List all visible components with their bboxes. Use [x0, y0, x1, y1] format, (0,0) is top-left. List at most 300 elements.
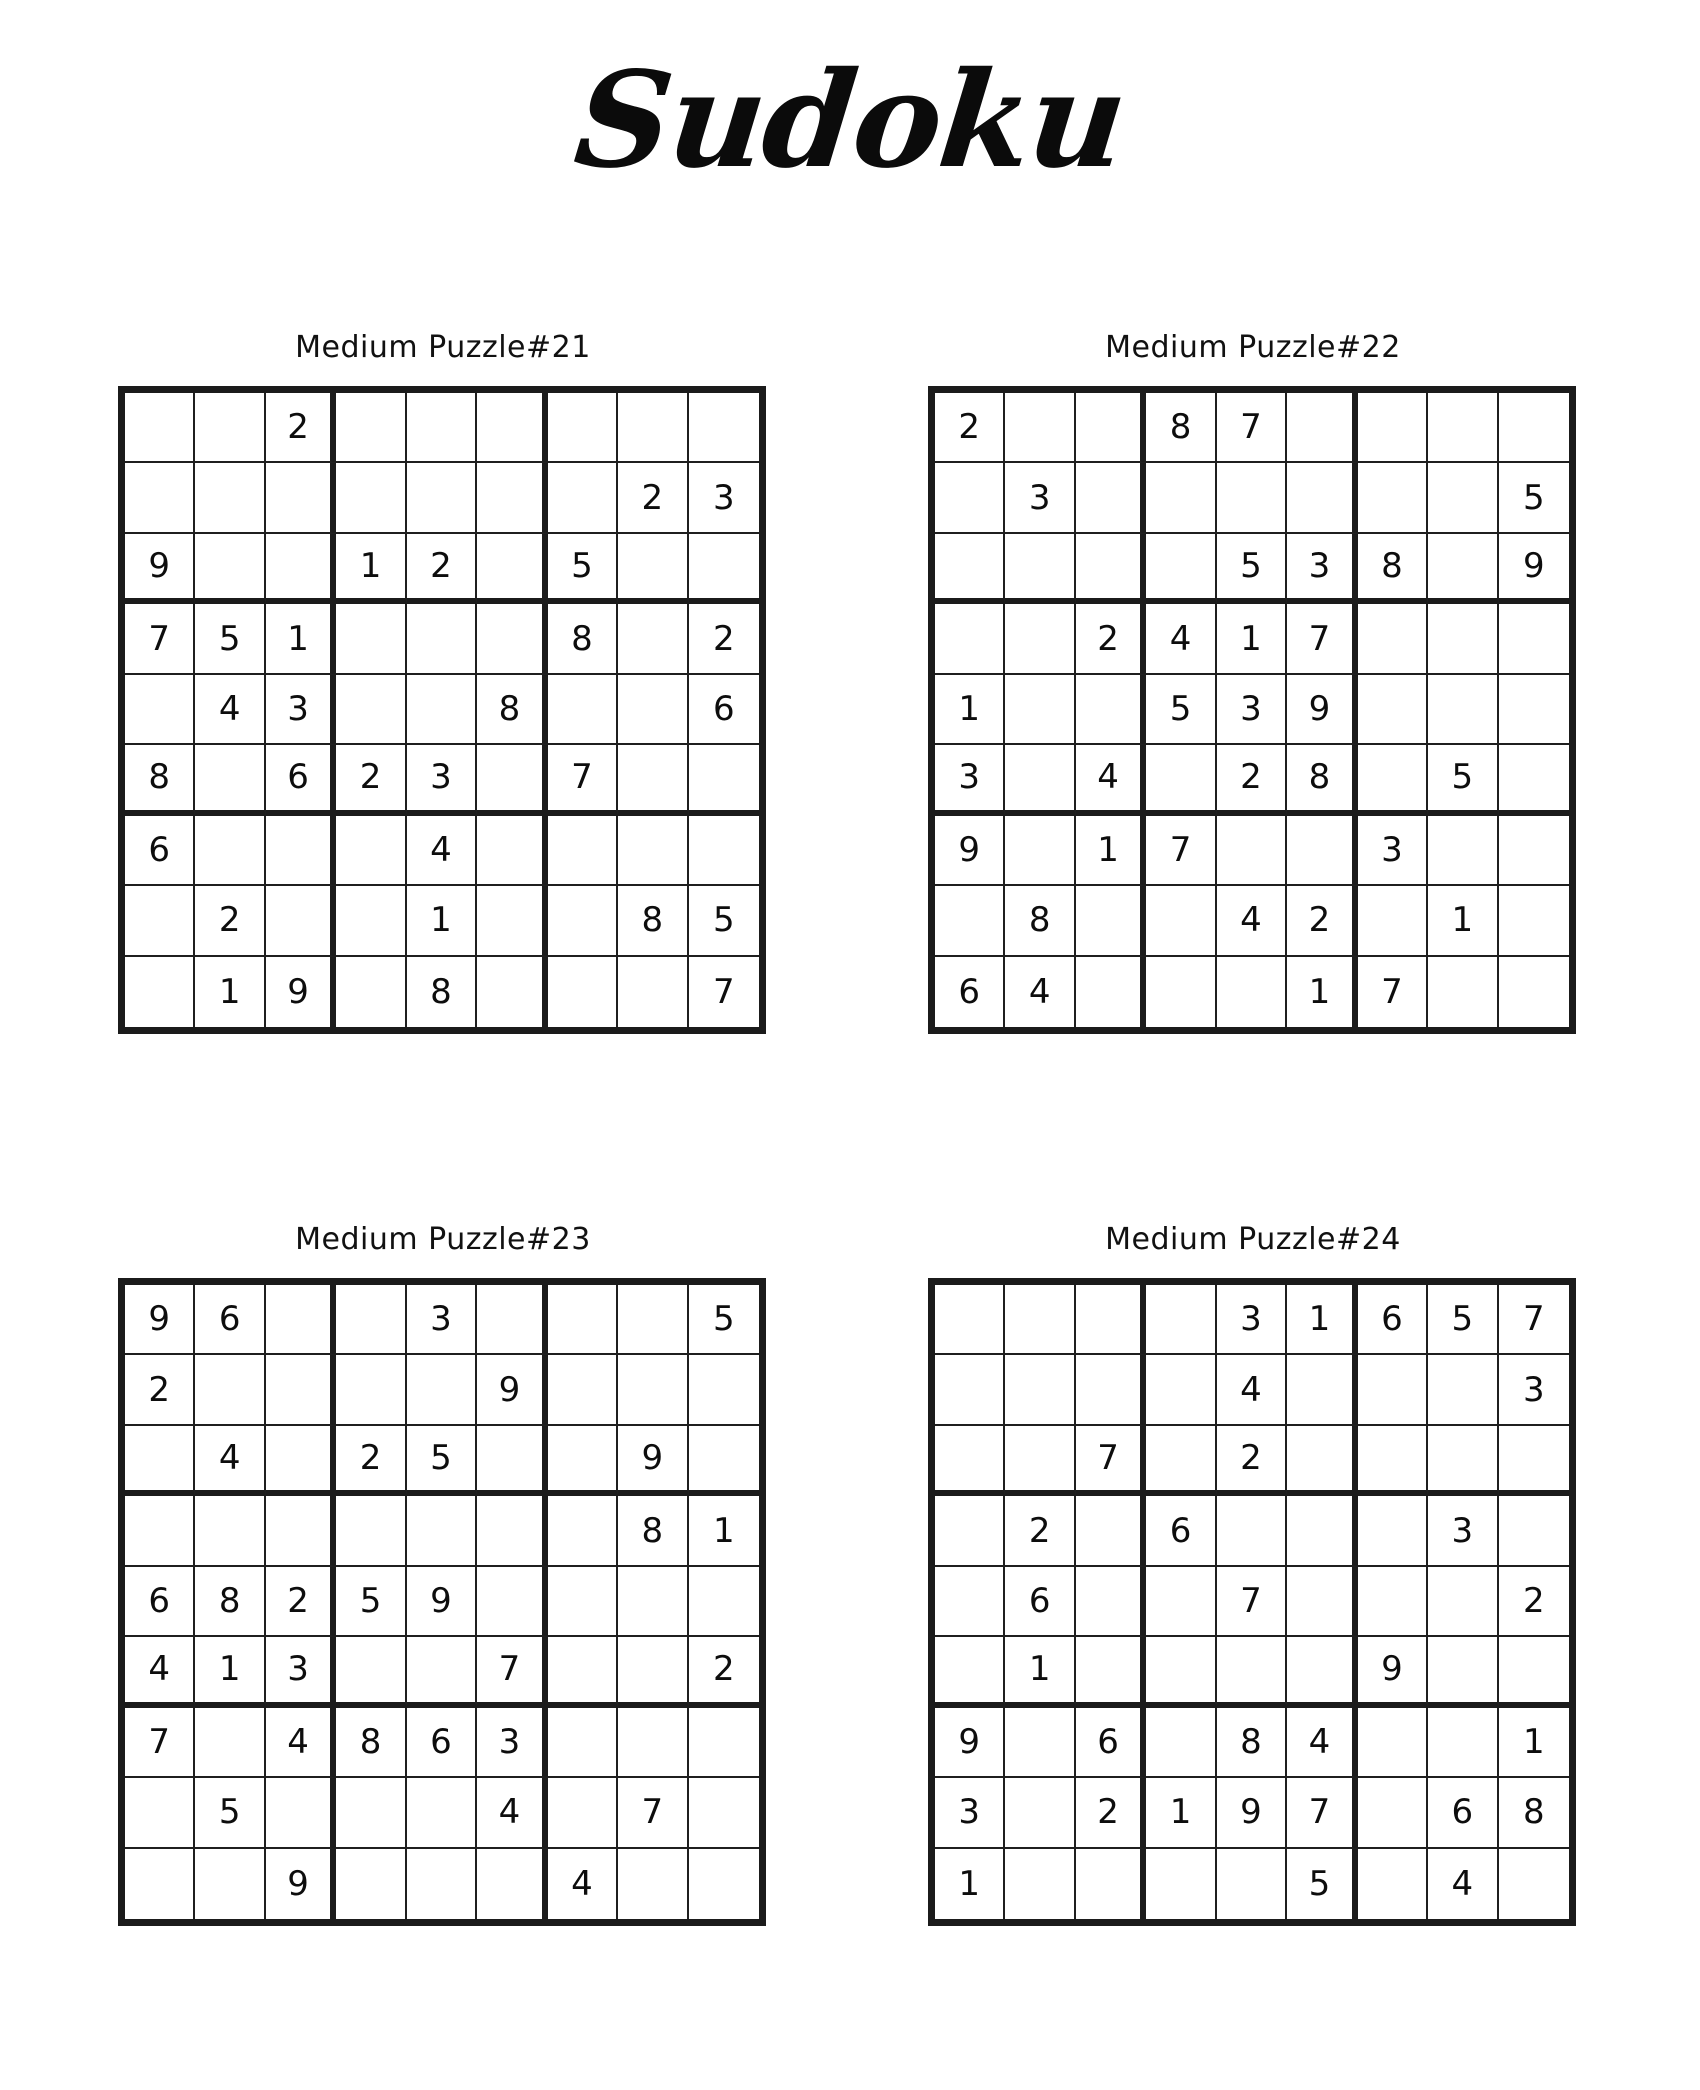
sudoku-cell[interactable]: [1005, 816, 1075, 886]
sudoku-cell[interactable]: 7: [1217, 1567, 1287, 1637]
sudoku-cell[interactable]: [1358, 1496, 1428, 1566]
sudoku-cell[interactable]: 2: [1287, 886, 1357, 956]
sudoku-cell[interactable]: [1287, 1567, 1357, 1637]
sudoku-cell[interactable]: 2: [266, 393, 336, 463]
sudoku-cell[interactable]: 6: [266, 745, 336, 815]
sudoku-cell[interactable]: [618, 816, 688, 886]
sudoku-cell[interactable]: [1005, 1708, 1075, 1778]
sudoku-cell[interactable]: [1358, 1567, 1428, 1637]
sudoku-cell[interactable]: 3: [1005, 463, 1075, 533]
sudoku-cell[interactable]: [1428, 463, 1498, 533]
sudoku-cell[interactable]: [548, 393, 618, 463]
sudoku-cell[interactable]: [1428, 1708, 1498, 1778]
sudoku-cell[interactable]: 7: [125, 604, 195, 674]
sudoku-cell[interactable]: [1005, 1778, 1075, 1848]
sudoku-cell[interactable]: 7: [1287, 1778, 1357, 1848]
sudoku-cell[interactable]: 8: [1005, 886, 1075, 956]
sudoku-cell[interactable]: 4: [1217, 1355, 1287, 1425]
sudoku-cell[interactable]: 4: [407, 816, 477, 886]
sudoku-cell[interactable]: 3: [266, 675, 336, 745]
sudoku-cell[interactable]: 8: [548, 604, 618, 674]
sudoku-cell[interactable]: [1428, 816, 1498, 886]
sudoku-cell[interactable]: [477, 886, 547, 956]
sudoku-cell[interactable]: [689, 1778, 759, 1848]
sudoku-cell[interactable]: [336, 1496, 406, 1566]
sudoku-cell[interactable]: 1: [336, 534, 406, 604]
sudoku-cell[interactable]: [266, 1778, 336, 1848]
sudoku-cell[interactable]: [618, 1637, 688, 1707]
sudoku-cell[interactable]: [935, 1496, 1005, 1566]
sudoku-cell[interactable]: [1076, 675, 1146, 745]
sudoku-cell[interactable]: [935, 463, 1005, 533]
sudoku-cell[interactable]: 2: [266, 1567, 336, 1637]
sudoku-cell[interactable]: [1428, 393, 1498, 463]
sudoku-cell[interactable]: [618, 1285, 688, 1355]
sudoku-cell[interactable]: [336, 675, 406, 745]
sudoku-cell[interactable]: [1499, 1849, 1569, 1919]
sudoku-cell[interactable]: 9: [125, 534, 195, 604]
sudoku-cell[interactable]: 1: [266, 604, 336, 674]
sudoku-cell[interactable]: [689, 1849, 759, 1919]
sudoku-cell[interactable]: [477, 534, 547, 604]
sudoku-cell[interactable]: [1287, 1355, 1357, 1425]
sudoku-cell[interactable]: [195, 534, 265, 604]
sudoku-cell[interactable]: [618, 745, 688, 815]
sudoku-cell[interactable]: [548, 463, 618, 533]
sudoku-cell[interactable]: 6: [1005, 1567, 1075, 1637]
sudoku-cell[interactable]: [125, 675, 195, 745]
sudoku-cell[interactable]: 8: [1499, 1778, 1569, 1848]
sudoku-cell[interactable]: 6: [125, 816, 195, 886]
sudoku-cell[interactable]: [689, 1567, 759, 1637]
sudoku-cell[interactable]: 6: [935, 957, 1005, 1027]
sudoku-cell[interactable]: [1428, 957, 1498, 1027]
sudoku-cell[interactable]: [548, 675, 618, 745]
sudoku-cell[interactable]: [1217, 957, 1287, 1027]
sudoku-cell[interactable]: 9: [1217, 1778, 1287, 1848]
sudoku-cell[interactable]: 8: [407, 957, 477, 1027]
sudoku-cell[interactable]: [407, 1355, 477, 1425]
sudoku-cell[interactable]: 1: [1005, 1637, 1075, 1707]
sudoku-cell[interactable]: [477, 816, 547, 886]
sudoku-cell[interactable]: 8: [618, 886, 688, 956]
sudoku-cell[interactable]: [125, 1426, 195, 1496]
sudoku-cell[interactable]: 1: [1076, 816, 1146, 886]
sudoku-cell[interactable]: [477, 604, 547, 674]
sudoku-cell[interactable]: 2: [1005, 1496, 1075, 1566]
sudoku-cell[interactable]: [195, 745, 265, 815]
sudoku-cell[interactable]: 5: [689, 1285, 759, 1355]
sudoku-cell[interactable]: [618, 1849, 688, 1919]
sudoku-cell[interactable]: [1076, 534, 1146, 604]
sudoku-cell[interactable]: 3: [1217, 1285, 1287, 1355]
sudoku-cell[interactable]: [548, 1285, 618, 1355]
sudoku-cell[interactable]: [1358, 675, 1428, 745]
sudoku-cell[interactable]: [1005, 604, 1075, 674]
sudoku-cell[interactable]: [935, 1285, 1005, 1355]
sudoku-cell[interactable]: [407, 393, 477, 463]
sudoku-cell[interactable]: [407, 1849, 477, 1919]
sudoku-cell[interactable]: [1358, 463, 1428, 533]
sudoku-cell[interactable]: [1076, 1849, 1146, 1919]
sudoku-cell[interactable]: [336, 816, 406, 886]
sudoku-cell[interactable]: 5: [1428, 1285, 1498, 1355]
sudoku-cell[interactable]: [336, 1285, 406, 1355]
sudoku-cell[interactable]: 4: [195, 1426, 265, 1496]
sudoku-cell[interactable]: 9: [618, 1426, 688, 1496]
sudoku-cell[interactable]: [935, 1355, 1005, 1425]
sudoku-cell[interactable]: [1146, 957, 1216, 1027]
sudoku-cell[interactable]: [407, 1496, 477, 1566]
sudoku-cell[interactable]: [266, 463, 336, 533]
sudoku-cell[interactable]: [1499, 745, 1569, 815]
sudoku-cell[interactable]: 8: [618, 1496, 688, 1566]
sudoku-cell[interactable]: 5: [1428, 745, 1498, 815]
sudoku-cell[interactable]: [689, 1426, 759, 1496]
sudoku-cell[interactable]: 5: [1146, 675, 1216, 745]
sudoku-cell[interactable]: 1: [1428, 886, 1498, 956]
sudoku-cell[interactable]: [125, 957, 195, 1027]
sudoku-cell[interactable]: [1499, 1426, 1569, 1496]
sudoku-cell[interactable]: 2: [1217, 745, 1287, 815]
sudoku-cell[interactable]: [336, 1355, 406, 1425]
sudoku-cell[interactable]: [336, 1849, 406, 1919]
sudoku-grid-23[interactable]: [118, 1278, 766, 1926]
sudoku-cell[interactable]: 2: [125, 1355, 195, 1425]
sudoku-cell[interactable]: 3: [935, 745, 1005, 815]
sudoku-cell[interactable]: [1287, 463, 1357, 533]
sudoku-cell[interactable]: [1358, 393, 1428, 463]
sudoku-cell[interactable]: [1428, 1426, 1498, 1496]
sudoku-cell[interactable]: [689, 393, 759, 463]
sudoku-cell[interactable]: 3: [266, 1637, 336, 1707]
sudoku-cell[interactable]: 2: [1076, 604, 1146, 674]
sudoku-cell[interactable]: 2: [689, 604, 759, 674]
sudoku-cell[interactable]: [1076, 1567, 1146, 1637]
sudoku-cell[interactable]: [935, 534, 1005, 604]
sudoku-cell[interactable]: [1499, 604, 1569, 674]
sudoku-cell[interactable]: [1358, 1778, 1428, 1848]
sudoku-cell[interactable]: 3: [477, 1708, 547, 1778]
sudoku-cell[interactable]: [336, 957, 406, 1027]
sudoku-cell[interactable]: [336, 463, 406, 533]
sudoku-cell[interactable]: [1287, 1496, 1357, 1566]
sudoku-cell[interactable]: 3: [689, 463, 759, 533]
sudoku-cell[interactable]: [548, 1567, 618, 1637]
sudoku-cell[interactable]: [935, 1637, 1005, 1707]
sudoku-cell[interactable]: [1146, 1285, 1216, 1355]
sudoku-cell[interactable]: 1: [1499, 1708, 1569, 1778]
sudoku-cell[interactable]: 9: [266, 1849, 336, 1919]
sudoku-cell[interactable]: [1076, 463, 1146, 533]
sudoku-cell[interactable]: 8: [1358, 534, 1428, 604]
sudoku-cell[interactable]: [336, 604, 406, 674]
sudoku-cell[interactable]: [266, 1496, 336, 1566]
sudoku-cell[interactable]: [1005, 393, 1075, 463]
sudoku-cell[interactable]: [548, 1496, 618, 1566]
sudoku-cell[interactable]: [935, 886, 1005, 956]
sudoku-cell[interactable]: [1005, 675, 1075, 745]
sudoku-cell[interactable]: 7: [1499, 1285, 1569, 1355]
sudoku-cell[interactable]: 8: [1146, 393, 1216, 463]
sudoku-cell[interactable]: [407, 1637, 477, 1707]
sudoku-cell[interactable]: [125, 1778, 195, 1848]
sudoku-cell[interactable]: 2: [1076, 1778, 1146, 1848]
sudoku-cell[interactable]: 4: [1428, 1849, 1498, 1919]
sudoku-cell[interactable]: [1287, 816, 1357, 886]
sudoku-cell[interactable]: 2: [1217, 1426, 1287, 1496]
sudoku-cell[interactable]: [1287, 1426, 1357, 1496]
sudoku-cell[interactable]: [1076, 957, 1146, 1027]
sudoku-cell[interactable]: 7: [1217, 393, 1287, 463]
sudoku-cell[interactable]: [1146, 1849, 1216, 1919]
sudoku-cell[interactable]: 5: [689, 886, 759, 956]
sudoku-cell[interactable]: [195, 393, 265, 463]
sudoku-cell[interactable]: [266, 534, 336, 604]
sudoku-cell[interactable]: 5: [407, 1426, 477, 1496]
sudoku-cell[interactable]: [1146, 886, 1216, 956]
sudoku-cell[interactable]: 8: [195, 1567, 265, 1637]
sudoku-cell[interactable]: [125, 393, 195, 463]
sudoku-cell[interactable]: [1005, 1285, 1075, 1355]
sudoku-cell[interactable]: 1: [1217, 604, 1287, 674]
sudoku-cell[interactable]: 4: [195, 675, 265, 745]
sudoku-cell[interactable]: 2: [195, 886, 265, 956]
sudoku-cell[interactable]: [1076, 1496, 1146, 1566]
sudoku-cell[interactable]: [477, 1285, 547, 1355]
sudoku-cell[interactable]: [1499, 675, 1569, 745]
sudoku-cell[interactable]: 4: [1287, 1708, 1357, 1778]
sudoku-cell[interactable]: 6: [1076, 1708, 1146, 1778]
sudoku-cell[interactable]: 9: [266, 957, 336, 1027]
sudoku-cell[interactable]: [1005, 534, 1075, 604]
sudoku-cell[interactable]: 2: [618, 463, 688, 533]
sudoku-cell[interactable]: 1: [407, 886, 477, 956]
sudoku-cell[interactable]: [1076, 1637, 1146, 1707]
sudoku-grid-24[interactable]: [928, 1278, 1576, 1926]
sudoku-cell[interactable]: 6: [1358, 1285, 1428, 1355]
sudoku-cell[interactable]: [548, 1637, 618, 1707]
sudoku-cell[interactable]: [1217, 1637, 1287, 1707]
sudoku-cell[interactable]: [477, 957, 547, 1027]
sudoku-cell[interactable]: [548, 886, 618, 956]
sudoku-cell[interactable]: [1499, 816, 1569, 886]
sudoku-cell[interactable]: [125, 1496, 195, 1566]
sudoku-cell[interactable]: [477, 393, 547, 463]
sudoku-cell[interactable]: [195, 1355, 265, 1425]
sudoku-cell[interactable]: [1146, 1708, 1216, 1778]
sudoku-cell[interactable]: [1499, 393, 1569, 463]
sudoku-cell[interactable]: [1146, 534, 1216, 604]
sudoku-cell[interactable]: [1499, 1496, 1569, 1566]
sudoku-cell[interactable]: [1358, 1708, 1428, 1778]
sudoku-cell[interactable]: 4: [125, 1637, 195, 1707]
sudoku-cell[interactable]: 2: [336, 745, 406, 815]
sudoku-cell[interactable]: [1287, 1637, 1357, 1707]
sudoku-cell[interactable]: [407, 1778, 477, 1848]
sudoku-cell[interactable]: [548, 1355, 618, 1425]
sudoku-cell[interactable]: 3: [1217, 675, 1287, 745]
sudoku-cell[interactable]: [266, 1355, 336, 1425]
sudoku-cell[interactable]: 7: [548, 745, 618, 815]
sudoku-cell[interactable]: [689, 1708, 759, 1778]
sudoku-cell[interactable]: [477, 1426, 547, 1496]
sudoku-cell[interactable]: 6: [1428, 1778, 1498, 1848]
sudoku-cell[interactable]: 4: [1076, 745, 1146, 815]
sudoku-cell[interactable]: 6: [195, 1285, 265, 1355]
sudoku-cell[interactable]: [548, 1708, 618, 1778]
sudoku-cell[interactable]: [266, 1426, 336, 1496]
sudoku-cell[interactable]: [195, 463, 265, 533]
sudoku-cell[interactable]: [407, 463, 477, 533]
sudoku-cell[interactable]: [1358, 1355, 1428, 1425]
sudoku-cell[interactable]: [1005, 1849, 1075, 1919]
sudoku-cell[interactable]: [548, 816, 618, 886]
sudoku-cell[interactable]: 7: [1146, 816, 1216, 886]
sudoku-cell[interactable]: [1146, 1426, 1216, 1496]
sudoku-cell[interactable]: [548, 1426, 618, 1496]
sudoku-cell[interactable]: 5: [1499, 463, 1569, 533]
sudoku-cell[interactable]: 4: [1146, 604, 1216, 674]
sudoku-cell[interactable]: 3: [935, 1778, 1005, 1848]
sudoku-cell[interactable]: 6: [407, 1708, 477, 1778]
sudoku-cell[interactable]: [548, 957, 618, 1027]
sudoku-cell[interactable]: [1428, 604, 1498, 674]
sudoku-cell[interactable]: [1217, 1849, 1287, 1919]
sudoku-cell[interactable]: [1076, 1355, 1146, 1425]
sudoku-cell[interactable]: [266, 886, 336, 956]
sudoku-cell[interactable]: 9: [477, 1355, 547, 1425]
sudoku-cell[interactable]: [1358, 745, 1428, 815]
sudoku-cell[interactable]: 5: [195, 604, 265, 674]
sudoku-cell[interactable]: [125, 463, 195, 533]
sudoku-cell[interactable]: [1217, 1496, 1287, 1566]
sudoku-cell[interactable]: 2: [689, 1637, 759, 1707]
sudoku-cell[interactable]: [1428, 1637, 1498, 1707]
sudoku-cell[interactable]: 3: [407, 1285, 477, 1355]
sudoku-cell[interactable]: 1: [935, 675, 1005, 745]
sudoku-cell[interactable]: 1: [1287, 1285, 1357, 1355]
sudoku-cell[interactable]: 5: [548, 534, 618, 604]
sudoku-cell[interactable]: [689, 1355, 759, 1425]
sudoku-cell[interactable]: [1358, 1426, 1428, 1496]
sudoku-cell[interactable]: 8: [477, 675, 547, 745]
sudoku-cell[interactable]: 7: [1287, 604, 1357, 674]
sudoku-cell[interactable]: [1428, 675, 1498, 745]
sudoku-cell[interactable]: 2: [935, 393, 1005, 463]
sudoku-cell[interactable]: [195, 1496, 265, 1566]
sudoku-cell[interactable]: 8: [1217, 1708, 1287, 1778]
sudoku-cell[interactable]: [618, 1355, 688, 1425]
sudoku-cell[interactable]: [195, 1849, 265, 1919]
sudoku-cell[interactable]: [1499, 957, 1569, 1027]
sudoku-cell[interactable]: 2: [1499, 1567, 1569, 1637]
sudoku-cell[interactable]: [477, 1849, 547, 1919]
sudoku-cell[interactable]: [1217, 816, 1287, 886]
sudoku-cell[interactable]: [689, 534, 759, 604]
sudoku-cell[interactable]: 1: [689, 1496, 759, 1566]
sudoku-cell[interactable]: 6: [1146, 1496, 1216, 1566]
sudoku-cell[interactable]: [336, 886, 406, 956]
sudoku-cell[interactable]: [935, 1426, 1005, 1496]
sudoku-cell[interactable]: 9: [407, 1567, 477, 1637]
sudoku-cell[interactable]: 3: [1428, 1496, 1498, 1566]
sudoku-cell[interactable]: 1: [195, 957, 265, 1027]
sudoku-cell[interactable]: 9: [125, 1285, 195, 1355]
sudoku-cell[interactable]: [1146, 745, 1216, 815]
sudoku-cell[interactable]: [1076, 1285, 1146, 1355]
sudoku-cell[interactable]: 5: [195, 1778, 265, 1848]
sudoku-cell[interactable]: 2: [336, 1426, 406, 1496]
sudoku-cell[interactable]: 4: [1005, 957, 1075, 1027]
sudoku-cell[interactable]: [125, 886, 195, 956]
sudoku-cell[interactable]: [1076, 886, 1146, 956]
sudoku-cell[interactable]: [1428, 534, 1498, 604]
sudoku-cell[interactable]: [1287, 393, 1357, 463]
sudoku-cell[interactable]: [477, 463, 547, 533]
sudoku-cell[interactable]: [1499, 1637, 1569, 1707]
sudoku-cell[interactable]: [1428, 1567, 1498, 1637]
sudoku-cell[interactable]: [1146, 1355, 1216, 1425]
sudoku-cell[interactable]: [1358, 1849, 1428, 1919]
sudoku-grid-22[interactable]: [928, 386, 1576, 1034]
sudoku-cell[interactable]: [195, 816, 265, 886]
sudoku-cell[interactable]: 5: [1287, 1849, 1357, 1919]
sudoku-cell[interactable]: [618, 534, 688, 604]
sudoku-cell[interactable]: 4: [477, 1778, 547, 1848]
sudoku-cell[interactable]: 1: [1146, 1778, 1216, 1848]
sudoku-cell[interactable]: 7: [618, 1778, 688, 1848]
sudoku-cell[interactable]: [935, 1567, 1005, 1637]
sudoku-cell[interactable]: [689, 745, 759, 815]
sudoku-cell[interactable]: [125, 1849, 195, 1919]
sudoku-cell[interactable]: 7: [712, 971, 735, 1012]
sudoku-cell[interactable]: [1146, 1637, 1216, 1707]
sudoku-cell[interactable]: [477, 745, 547, 815]
sudoku-cell[interactable]: [1076, 393, 1146, 463]
sudoku-cell[interactable]: [1358, 604, 1428, 674]
sudoku-cell[interactable]: [1146, 1567, 1216, 1637]
sudoku-cell[interactable]: 7: [125, 1708, 195, 1778]
sudoku-cell[interactable]: 4: [1217, 886, 1287, 956]
sudoku-cell[interactable]: [689, 816, 759, 886]
sudoku-cell[interactable]: 6: [689, 675, 759, 745]
sudoku-cell[interactable]: 4: [548, 1849, 618, 1919]
sudoku-cell[interactable]: [407, 675, 477, 745]
sudoku-cell[interactable]: 9: [935, 1708, 1005, 1778]
sudoku-cell[interactable]: [1217, 463, 1287, 533]
sudoku-cell[interactable]: [266, 1285, 336, 1355]
sudoku-cell[interactable]: 1: [195, 1637, 265, 1707]
sudoku-cell[interactable]: 5: [1217, 534, 1287, 604]
sudoku-cell[interactable]: 4: [266, 1708, 336, 1778]
sudoku-cell[interactable]: 8: [125, 745, 195, 815]
sudoku-cell[interactable]: [618, 1567, 688, 1637]
sudoku-cell[interactable]: 1: [1287, 957, 1357, 1027]
sudoku-grid-21[interactable]: [118, 386, 766, 1034]
sudoku-cell[interactable]: [1358, 886, 1428, 956]
sudoku-cell[interactable]: [618, 604, 688, 674]
sudoku-cell[interactable]: 3: [407, 745, 477, 815]
sudoku-cell[interactable]: [618, 393, 688, 463]
sudoku-cell[interactable]: [1428, 1355, 1498, 1425]
sudoku-cell[interactable]: [407, 604, 477, 674]
sudoku-cell[interactable]: [1146, 463, 1216, 533]
sudoku-cell[interactable]: [477, 1567, 547, 1637]
sudoku-cell[interactable]: 8: [336, 1708, 406, 1778]
sudoku-cell[interactable]: [1005, 745, 1075, 815]
sudoku-cell[interactable]: [618, 675, 688, 745]
